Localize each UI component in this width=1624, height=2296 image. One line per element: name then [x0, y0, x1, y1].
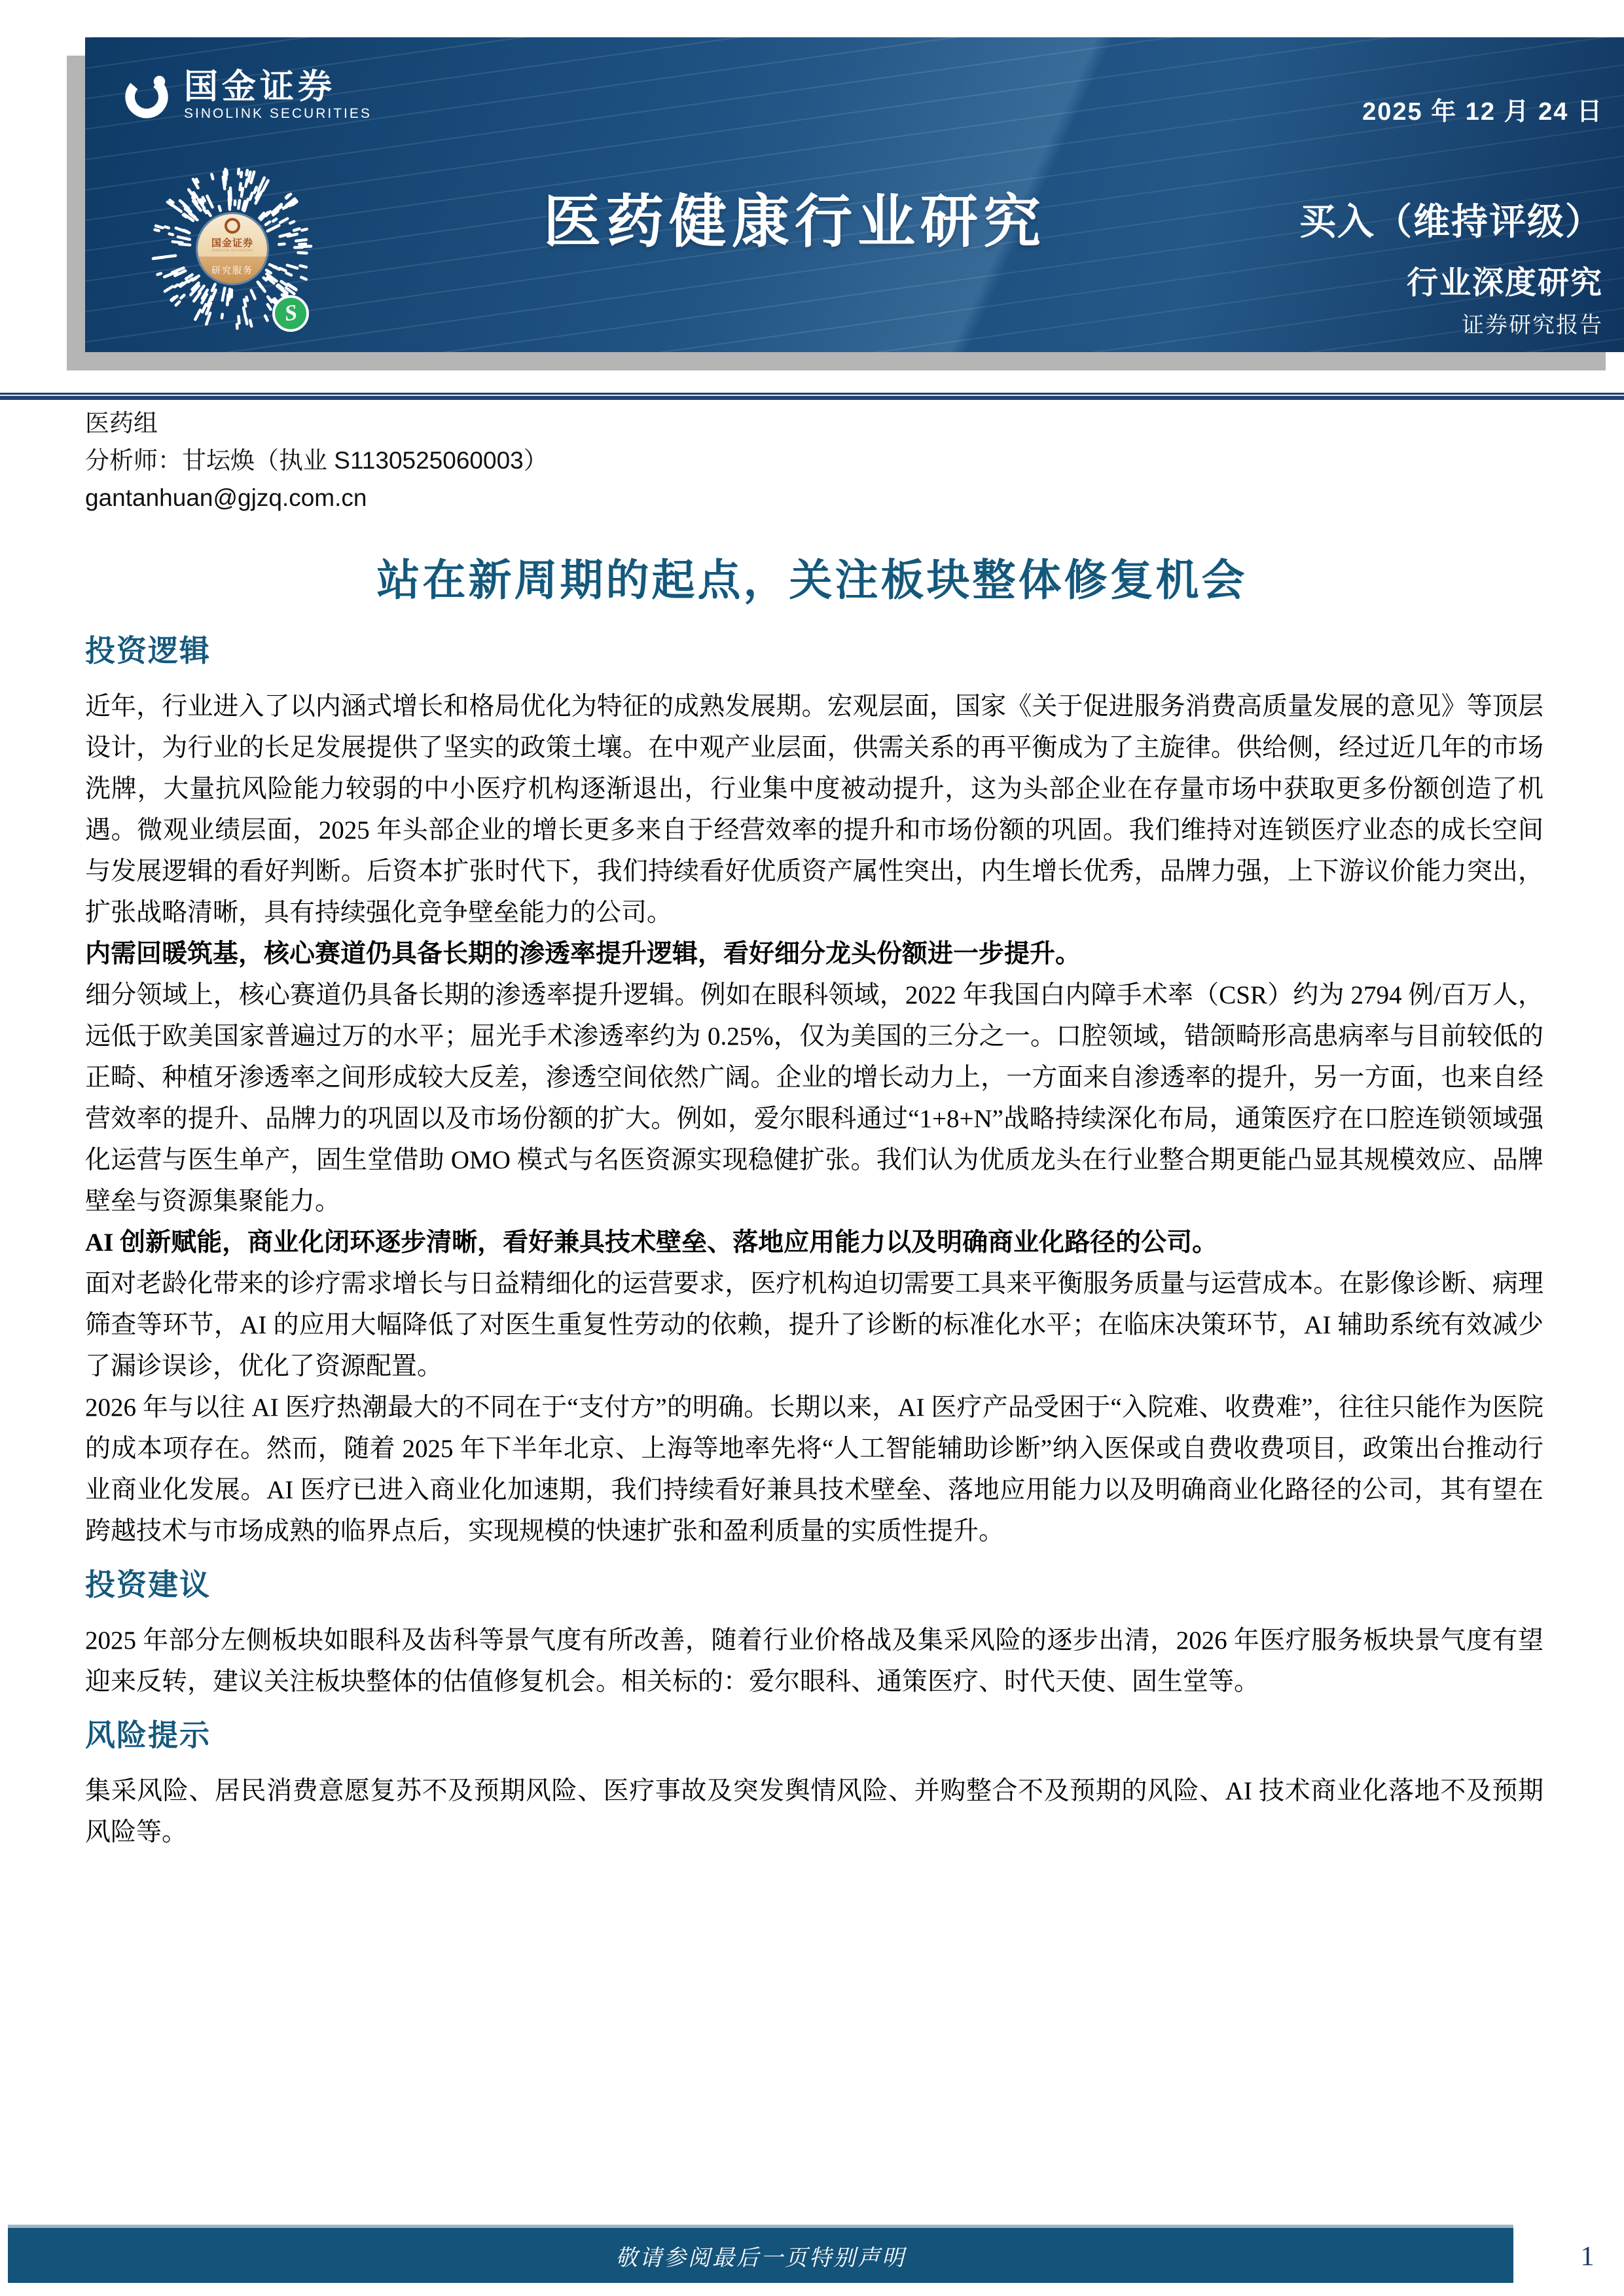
header-banner: [85, 37, 1624, 352]
paragraph-advice: 2025 年部分左侧板块如眼科及齿科等景气度有所改善，随着行业价格战及集采风险的逐步出清，2026 年医疗服务板块景气度有望迎来反转，建议关注板块整体的估值修复机会。相关标的：爱尔眼科、通策医疗、时代天使、固生堂等。: [85, 1626, 1543, 1696]
company-logo: [121, 69, 372, 122]
paragraph-penetration-detail: 细分领域上，核心赛道仍具备长期的渗透率提升逻辑。例如在眼科领域，2022 年我国白内障手术率（CSR）约为 2794 例/百万人，远低于欧美国家普遍过万的水平；屈光手术渗透率约为 0.25%，仅为美国的三分之一。口腔领域，错颌畸形高患病率与目前较低的正畸、种植牙渗透率之间形成较大反差，渗透空间依然广阔。企业的增长动力上，一方面来自渗透率的提升，另一方面，也来自经营效率的提升、品牌力的巩固以及市场份额的扩大。例如，爱尔眼科通过“1+8+N”战略持续深化布局，通策医疗在口腔连锁领域强化运营与医生单产，固生堂借助 OMO 模式与名医资源实现稳健扩张。我们认为优质龙头在行业整合期更能凸显其规模效应、品牌壁垒与资源集聚能力。: [85, 981, 1543, 1215]
report-tag: 证券研究报告: [1462, 313, 1603, 338]
paragraph-macro-overview: 近年，行业进入了以内涵式增长和格局优化为特征的成熟发展期。宏观层面，国家《关于促进服务消费高质量发展的意见》等顶层设计，为行业的长足发展提供了坚实的政策土壤。在中观产业层面，供需关系的再平衡成为了主旋律。供给侧，经过近几年的市场洗牌，大量抗风险能力较弱的中小医疗机构逐渐退出，行业集中度被动提升，这为头部企业在存量市场中获取更多份额创造了机遇。微观业绩层面，2025 年头部企业的增长更多来自于经营效率的提升和市场份额的巩固。我们维持对连锁医疗业态的成长空间与发展逻辑的看好判断。后资本扩张时代下，我们持续看好优质资产属性突出，内生增长优秀，品牌力强，上下游议价能力突出，扩张战略清晰，具有持续强化竞争壁垒能力的公司。: [85, 692, 1543, 927]
section-heading-investment-logic: 投资逻辑: [85, 634, 211, 668]
analyst-name-line: 分析师：甘坛焕（执业 S1130525060003）: [85, 447, 548, 474]
qr-emblem-icon: [225, 218, 240, 234]
logo-name: 国金证券: [184, 68, 336, 106]
qr-center-sublabel: SINOLINK SECURITIES: [211, 249, 253, 253]
footer-disclaimer: 敬请参阅最后一页特别声明: [615, 2246, 906, 2270]
qr-center-medallion: [198, 214, 267, 283]
logo-subtitle: SINOLINK SECURITIES: [184, 106, 372, 121]
report-body: [85, 627, 1543, 1853]
paragraph-ai-application: 面对老龄化带来的诊疗需求增长与日益精细化的运营要求，医疗机构迫切需要工具来平衡服务质量与运营成本。在影像诊断、病理筛查等环节，AI 的应用大幅降低了对医生重复性劳动的依赖，提升了诊断的标准化水平；在临床决策环节，AI 辅助系统有效减少了漏诊误诊，优化了资源配置。: [85, 1270, 1543, 1380]
paragraph-demand-thesis: 内需回暖筑基，核心赛道仍具备长期的渗透率提升逻辑，看好细分龙头份额进一步提升。: [85, 940, 1081, 968]
paragraph-risks: 集采风险、居民消费意愿复苏不及预期风险、医疗事故及突发舆情风险、并购整合不及预期的风险、AI 技术商业化落地不及预期风险等。: [85, 1777, 1543, 1846]
section-heading-investment-advice: 投资建议: [85, 1568, 211, 1602]
analyst-block: [85, 404, 548, 516]
analyst-group: 医药组: [85, 410, 158, 437]
wechat-icon: S: [272, 295, 309, 332]
section-heading-risk: 风险提示: [85, 1718, 211, 1752]
analyst-email[interactable]: gantanhuan@gjzq.com.cn: [85, 484, 367, 511]
qr-code: [151, 167, 314, 331]
footer-bar: [8, 2228, 1513, 2283]
page-number: 1: [1580, 2242, 1595, 2272]
report-type: 行业深度研究: [1406, 266, 1603, 300]
paragraph-ai-commercialization: 2026 年与以往 AI 医疗热潮最大的不同在于“支付方”的明确。长期以来，AI 医疗产品受困于“入院难、收费难”，往往只能作为医院的成本项存在。然而，随着 2025 年下半年北京、上海等地率先将“人工智能辅助诊断”纳入医保或自费收费项目，政策出台推动行业商业化发展。AI 医疗已进入商业化加速期，我们持续看好兼具技术壁垒、落地应用能力以及明确商业化路径的公司，其有望在跨越技术与市场成熟的临界点后，实现规模的快速扩张和盈利质量的实质性提升。: [85, 1393, 1543, 1545]
sinolink-logo-icon: [121, 70, 172, 121]
page-title: 站在新周期的起点，关注板块整体修复机会: [376, 556, 1248, 604]
paragraph-ai-thesis: AI 创新赋能，商业化闭环逐步清晰，看好兼具技术壁垒、落地应用能力以及明确商业化路径的公司。: [85, 1229, 1218, 1257]
qr-service-label: 研究服务: [211, 264, 253, 276]
qr-center-label: 国金证券: [211, 238, 253, 249]
report-date: 2025 年 12 月 24 日: [1362, 98, 1603, 126]
header-divider: [0, 393, 1624, 400]
report-series-title: 医药健康行业研究: [543, 189, 1047, 254]
rating-badge: 买入（维持评级）: [1299, 201, 1603, 242]
